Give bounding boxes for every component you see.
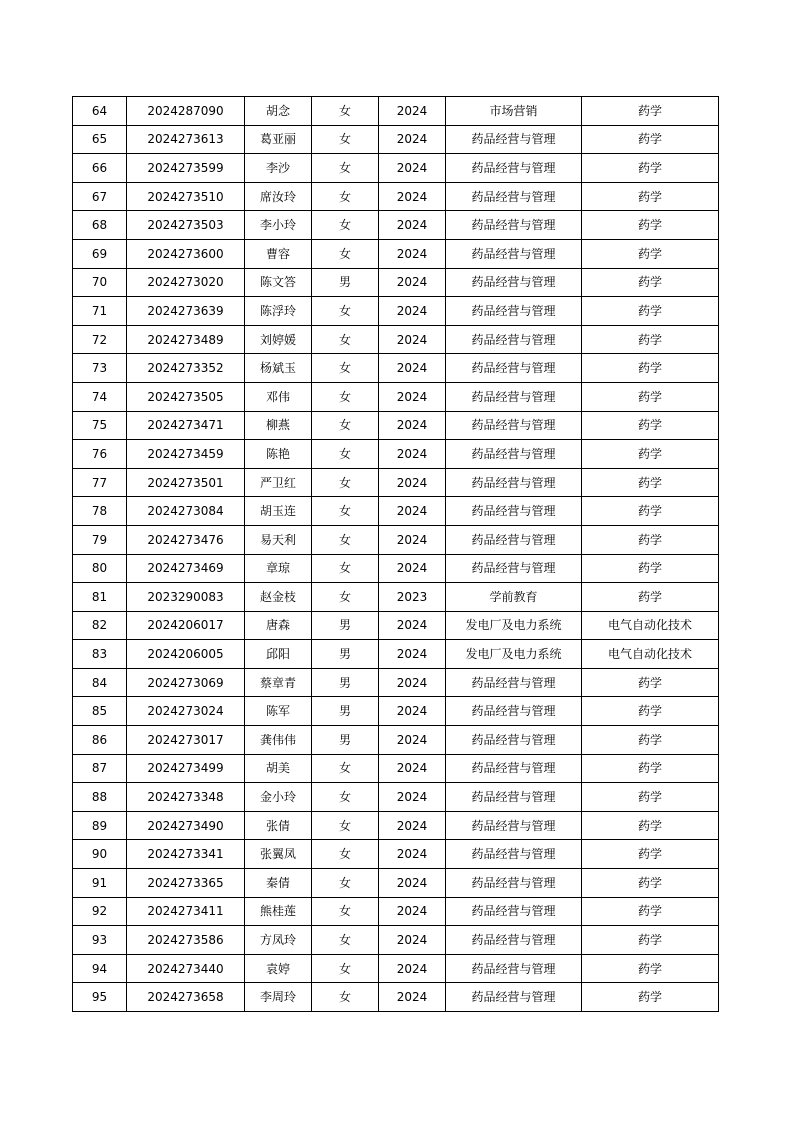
department-cell: 药学	[582, 182, 719, 211]
enrollment-year-cell: 2024	[379, 268, 446, 297]
row-number-cell: 66	[73, 154, 127, 183]
student-name-cell: 袁婷	[245, 954, 312, 983]
enrollment-year-cell: 2024	[379, 840, 446, 869]
student-id-cell: 2024273352	[127, 354, 245, 383]
student-name-cell: 易天利	[245, 525, 312, 554]
student-id-cell: 2024273586	[127, 926, 245, 955]
department-cell: 药学	[582, 583, 719, 612]
table-row	[73, 411, 719, 440]
gender-cell: 女	[312, 497, 379, 526]
student-id-cell: 2024287090	[127, 97, 245, 126]
gender-cell: 男	[312, 668, 379, 697]
table-row	[73, 468, 719, 497]
student-id-cell: 2023290083	[127, 583, 245, 612]
row-number-cell: 68	[73, 211, 127, 240]
row-number-cell: 80	[73, 554, 127, 583]
gender-cell: 女	[312, 382, 379, 411]
gender-cell: 女	[312, 440, 379, 469]
table-row	[73, 182, 719, 211]
enrollment-year-cell: 2024	[379, 726, 446, 755]
student-id-cell: 2024273069	[127, 668, 245, 697]
table-row	[73, 554, 719, 583]
student-id-cell: 2024273476	[127, 525, 245, 554]
major-cell: 药品经营与管理	[446, 926, 582, 955]
table-row	[73, 239, 719, 268]
department-cell: 药学	[582, 754, 719, 783]
row-number-cell: 85	[73, 697, 127, 726]
student-name-cell: 赵金枝	[245, 583, 312, 612]
row-number-cell: 74	[73, 382, 127, 411]
student-name-cell: 胡美	[245, 754, 312, 783]
table-row	[73, 668, 719, 697]
department-cell: 药学	[582, 525, 719, 554]
row-number-cell: 70	[73, 268, 127, 297]
enrollment-year-cell: 2024	[379, 954, 446, 983]
gender-cell: 女	[312, 869, 379, 898]
enrollment-year-cell: 2024	[379, 468, 446, 497]
major-cell: 药品经营与管理	[446, 754, 582, 783]
gender-cell: 女	[312, 840, 379, 869]
student-name-cell: 葛亚丽	[245, 125, 312, 154]
enrollment-year-cell: 2024	[379, 440, 446, 469]
major-cell: 药品经营与管理	[446, 468, 582, 497]
major-cell: 药品经营与管理	[446, 154, 582, 183]
major-cell: 学前教育	[446, 583, 582, 612]
department-cell: 药学	[582, 325, 719, 354]
table-row	[73, 754, 719, 783]
table-row	[73, 811, 719, 840]
student-id-cell: 2024273440	[127, 954, 245, 983]
row-number-cell: 72	[73, 325, 127, 354]
gender-cell: 女	[312, 154, 379, 183]
gender-cell: 女	[312, 926, 379, 955]
table-row	[73, 325, 719, 354]
student-name-cell: 李小玲	[245, 211, 312, 240]
enrollment-year-cell: 2024	[379, 897, 446, 926]
gender-cell: 女	[312, 811, 379, 840]
department-cell: 药学	[582, 468, 719, 497]
student-name-cell: 蔡章青	[245, 668, 312, 697]
enrollment-year-cell: 2024	[379, 869, 446, 898]
enrollment-year-cell: 2024	[379, 411, 446, 440]
table-row	[73, 440, 719, 469]
student-name-cell: 李沙	[245, 154, 312, 183]
department-cell: 药学	[582, 668, 719, 697]
enrollment-year-cell: 2024	[379, 97, 446, 126]
major-cell: 药品经营与管理	[446, 554, 582, 583]
department-cell: 药学	[582, 897, 719, 926]
major-cell: 药品经营与管理	[446, 182, 582, 211]
enrollment-year-cell: 2024	[379, 354, 446, 383]
table-row	[73, 268, 719, 297]
table-row	[73, 525, 719, 554]
gender-cell: 男	[312, 640, 379, 669]
student-id-cell: 2024273499	[127, 754, 245, 783]
student-name-cell: 方凤玲	[245, 926, 312, 955]
gender-cell: 女	[312, 754, 379, 783]
student-id-cell: 2024273348	[127, 783, 245, 812]
student-id-cell: 2024273469	[127, 554, 245, 583]
enrollment-year-cell: 2024	[379, 182, 446, 211]
student-name-cell: 严卫红	[245, 468, 312, 497]
major-cell: 药品经营与管理	[446, 840, 582, 869]
student-name-cell: 金小玲	[245, 783, 312, 812]
table-row	[73, 954, 719, 983]
gender-cell: 女	[312, 125, 379, 154]
major-cell: 药品经营与管理	[446, 497, 582, 526]
table-row	[73, 97, 719, 126]
table-row	[73, 840, 719, 869]
table-row	[73, 497, 719, 526]
department-cell: 药学	[582, 783, 719, 812]
table-row	[73, 640, 719, 669]
gender-cell: 女	[312, 211, 379, 240]
roster-body	[73, 97, 719, 1012]
student-id-cell: 2024206017	[127, 611, 245, 640]
gender-cell: 女	[312, 354, 379, 383]
row-number-cell: 77	[73, 468, 127, 497]
row-number-cell: 78	[73, 497, 127, 526]
student-name-cell: 陈艳	[245, 440, 312, 469]
gender-cell: 女	[312, 325, 379, 354]
table-row	[73, 869, 719, 898]
student-id-cell: 2024273471	[127, 411, 245, 440]
row-number-cell: 92	[73, 897, 127, 926]
major-cell: 药品经营与管理	[446, 954, 582, 983]
enrollment-year-cell: 2024	[379, 611, 446, 640]
department-cell: 药学	[582, 926, 719, 955]
gender-cell: 男	[312, 611, 379, 640]
major-cell: 药品经营与管理	[446, 811, 582, 840]
row-number-cell: 67	[73, 182, 127, 211]
major-cell: 药品经营与管理	[446, 382, 582, 411]
table-row	[73, 926, 719, 955]
student-name-cell: 席汝玲	[245, 182, 312, 211]
gender-cell: 男	[312, 697, 379, 726]
major-cell: 药品经营与管理	[446, 783, 582, 812]
department-cell: 药学	[582, 983, 719, 1012]
enrollment-year-cell: 2024	[379, 297, 446, 326]
enrollment-year-cell: 2024	[379, 239, 446, 268]
row-number-cell: 91	[73, 869, 127, 898]
department-cell: 药学	[582, 440, 719, 469]
department-cell: 电气自动化技术	[582, 640, 719, 669]
student-id-cell: 2024273024	[127, 697, 245, 726]
department-cell: 药学	[582, 97, 719, 126]
student-name-cell: 章琼	[245, 554, 312, 583]
major-cell: 药品经营与管理	[446, 325, 582, 354]
student-id-cell: 2024273503	[127, 211, 245, 240]
row-number-cell: 90	[73, 840, 127, 869]
student-id-cell: 2024273459	[127, 440, 245, 469]
major-cell: 市场营销	[446, 97, 582, 126]
enrollment-year-cell: 2024	[379, 497, 446, 526]
student-name-cell: 陈文答	[245, 268, 312, 297]
major-cell: 药品经营与管理	[446, 297, 582, 326]
gender-cell: 女	[312, 583, 379, 612]
student-name-cell: 秦倩	[245, 869, 312, 898]
row-number-cell: 87	[73, 754, 127, 783]
major-cell: 药品经营与管理	[446, 983, 582, 1012]
enrollment-year-cell: 2024	[379, 525, 446, 554]
student-id-cell: 2024273411	[127, 897, 245, 926]
gender-cell: 女	[312, 468, 379, 497]
student-id-cell: 2024273505	[127, 382, 245, 411]
gender-cell: 女	[312, 954, 379, 983]
student-id-cell: 2024273501	[127, 468, 245, 497]
department-cell: 药学	[582, 268, 719, 297]
department-cell: 药学	[582, 125, 719, 154]
department-cell: 药学	[582, 697, 719, 726]
department-cell: 药学	[582, 154, 719, 183]
table-row	[73, 211, 719, 240]
department-cell: 药学	[582, 411, 719, 440]
row-number-cell: 81	[73, 583, 127, 612]
department-cell: 药学	[582, 497, 719, 526]
major-cell: 药品经营与管理	[446, 525, 582, 554]
student-name-cell: 陈浮玲	[245, 297, 312, 326]
row-number-cell: 83	[73, 640, 127, 669]
enrollment-year-cell: 2024	[379, 783, 446, 812]
major-cell: 药品经营与管理	[446, 239, 582, 268]
gender-cell: 女	[312, 182, 379, 211]
enrollment-year-cell: 2023	[379, 583, 446, 612]
table-row	[73, 726, 719, 755]
department-cell: 药学	[582, 239, 719, 268]
enrollment-year-cell: 2024	[379, 668, 446, 697]
major-cell: 发电厂及电力系统	[446, 611, 582, 640]
table-row	[73, 154, 719, 183]
gender-cell: 女	[312, 983, 379, 1012]
student-name-cell: 邓伟	[245, 382, 312, 411]
table-row	[73, 783, 719, 812]
table-row	[73, 125, 719, 154]
student-name-cell: 曹容	[245, 239, 312, 268]
major-cell: 药品经营与管理	[446, 354, 582, 383]
major-cell: 药品经营与管理	[446, 869, 582, 898]
student-name-cell: 柳燕	[245, 411, 312, 440]
gender-cell: 男	[312, 268, 379, 297]
enrollment-year-cell: 2024	[379, 325, 446, 354]
row-number-cell: 75	[73, 411, 127, 440]
student-id-cell: 2024273639	[127, 297, 245, 326]
enrollment-year-cell: 2024	[379, 926, 446, 955]
department-cell: 药学	[582, 297, 719, 326]
major-cell: 药品经营与管理	[446, 125, 582, 154]
row-number-cell: 84	[73, 668, 127, 697]
table-row	[73, 897, 719, 926]
student-name-cell: 刘婷媛	[245, 325, 312, 354]
student-id-cell: 2024273084	[127, 497, 245, 526]
student-id-cell: 2024273599	[127, 154, 245, 183]
row-number-cell: 93	[73, 926, 127, 955]
enrollment-year-cell: 2024	[379, 125, 446, 154]
table-row	[73, 297, 719, 326]
major-cell: 药品经营与管理	[446, 697, 582, 726]
enrollment-year-cell: 2024	[379, 983, 446, 1012]
table-row	[73, 583, 719, 612]
department-cell: 药学	[582, 354, 719, 383]
enrollment-year-cell: 2024	[379, 640, 446, 669]
table-row	[73, 697, 719, 726]
row-number-cell: 88	[73, 783, 127, 812]
student-name-cell: 陈军	[245, 697, 312, 726]
table-row	[73, 983, 719, 1012]
row-number-cell: 65	[73, 125, 127, 154]
department-cell: 药学	[582, 211, 719, 240]
row-number-cell: 82	[73, 611, 127, 640]
gender-cell: 女	[312, 554, 379, 583]
department-cell: 药学	[582, 869, 719, 898]
student-name-cell: 胡玉连	[245, 497, 312, 526]
row-number-cell: 95	[73, 983, 127, 1012]
row-number-cell: 71	[73, 297, 127, 326]
student-id-cell: 2024273613	[127, 125, 245, 154]
department-cell: 药学	[582, 726, 719, 755]
gender-cell: 女	[312, 897, 379, 926]
student-id-cell: 2024273510	[127, 182, 245, 211]
major-cell: 药品经营与管理	[446, 726, 582, 755]
student-id-cell: 2024273341	[127, 840, 245, 869]
row-number-cell: 69	[73, 239, 127, 268]
student-name-cell: 龚伟伟	[245, 726, 312, 755]
gender-cell: 女	[312, 297, 379, 326]
row-number-cell: 79	[73, 525, 127, 554]
row-number-cell: 94	[73, 954, 127, 983]
major-cell: 药品经营与管理	[446, 668, 582, 697]
student-name-cell: 杨斌玉	[245, 354, 312, 383]
student-id-cell: 2024273489	[127, 325, 245, 354]
major-cell: 药品经营与管理	[446, 411, 582, 440]
major-cell: 药品经营与管理	[446, 211, 582, 240]
enrollment-year-cell: 2024	[379, 154, 446, 183]
department-cell: 药学	[582, 382, 719, 411]
department-cell: 电气自动化技术	[582, 611, 719, 640]
department-cell: 药学	[582, 840, 719, 869]
gender-cell: 女	[312, 525, 379, 554]
major-cell: 发电厂及电力系统	[446, 640, 582, 669]
enrollment-year-cell: 2024	[379, 211, 446, 240]
student-id-cell: 2024273600	[127, 239, 245, 268]
enrollment-year-cell: 2024	[379, 554, 446, 583]
student-name-cell: 张倩	[245, 811, 312, 840]
gender-cell: 女	[312, 783, 379, 812]
student-name-cell: 胡念	[245, 97, 312, 126]
gender-cell: 女	[312, 239, 379, 268]
department-cell: 药学	[582, 554, 719, 583]
row-number-cell: 73	[73, 354, 127, 383]
gender-cell: 男	[312, 726, 379, 755]
gender-cell: 女	[312, 411, 379, 440]
enrollment-year-cell: 2024	[379, 811, 446, 840]
enrollment-year-cell: 2024	[379, 754, 446, 783]
major-cell: 药品经营与管理	[446, 897, 582, 926]
enrollment-year-cell: 2024	[379, 382, 446, 411]
student-name-cell: 唐森	[245, 611, 312, 640]
table-row	[73, 382, 719, 411]
student-roster-table	[72, 96, 719, 1012]
student-id-cell: 2024273017	[127, 726, 245, 755]
student-name-cell: 李周玲	[245, 983, 312, 1012]
student-id-cell: 2024273490	[127, 811, 245, 840]
student-id-cell: 2024206005	[127, 640, 245, 669]
department-cell: 药学	[582, 954, 719, 983]
student-id-cell: 2024273365	[127, 869, 245, 898]
student-name-cell: 邱阳	[245, 640, 312, 669]
row-number-cell: 76	[73, 440, 127, 469]
enrollment-year-cell: 2024	[379, 697, 446, 726]
student-id-cell: 2024273658	[127, 983, 245, 1012]
department-cell: 药学	[582, 811, 719, 840]
row-number-cell: 86	[73, 726, 127, 755]
student-name-cell: 熊桂莲	[245, 897, 312, 926]
gender-cell: 女	[312, 97, 379, 126]
table-row	[73, 611, 719, 640]
student-id-cell: 2024273020	[127, 268, 245, 297]
row-number-cell: 64	[73, 97, 127, 126]
student-name-cell: 张翼凤	[245, 840, 312, 869]
table-row	[73, 354, 719, 383]
major-cell: 药品经营与管理	[446, 440, 582, 469]
row-number-cell: 89	[73, 811, 127, 840]
major-cell: 药品经营与管理	[446, 268, 582, 297]
